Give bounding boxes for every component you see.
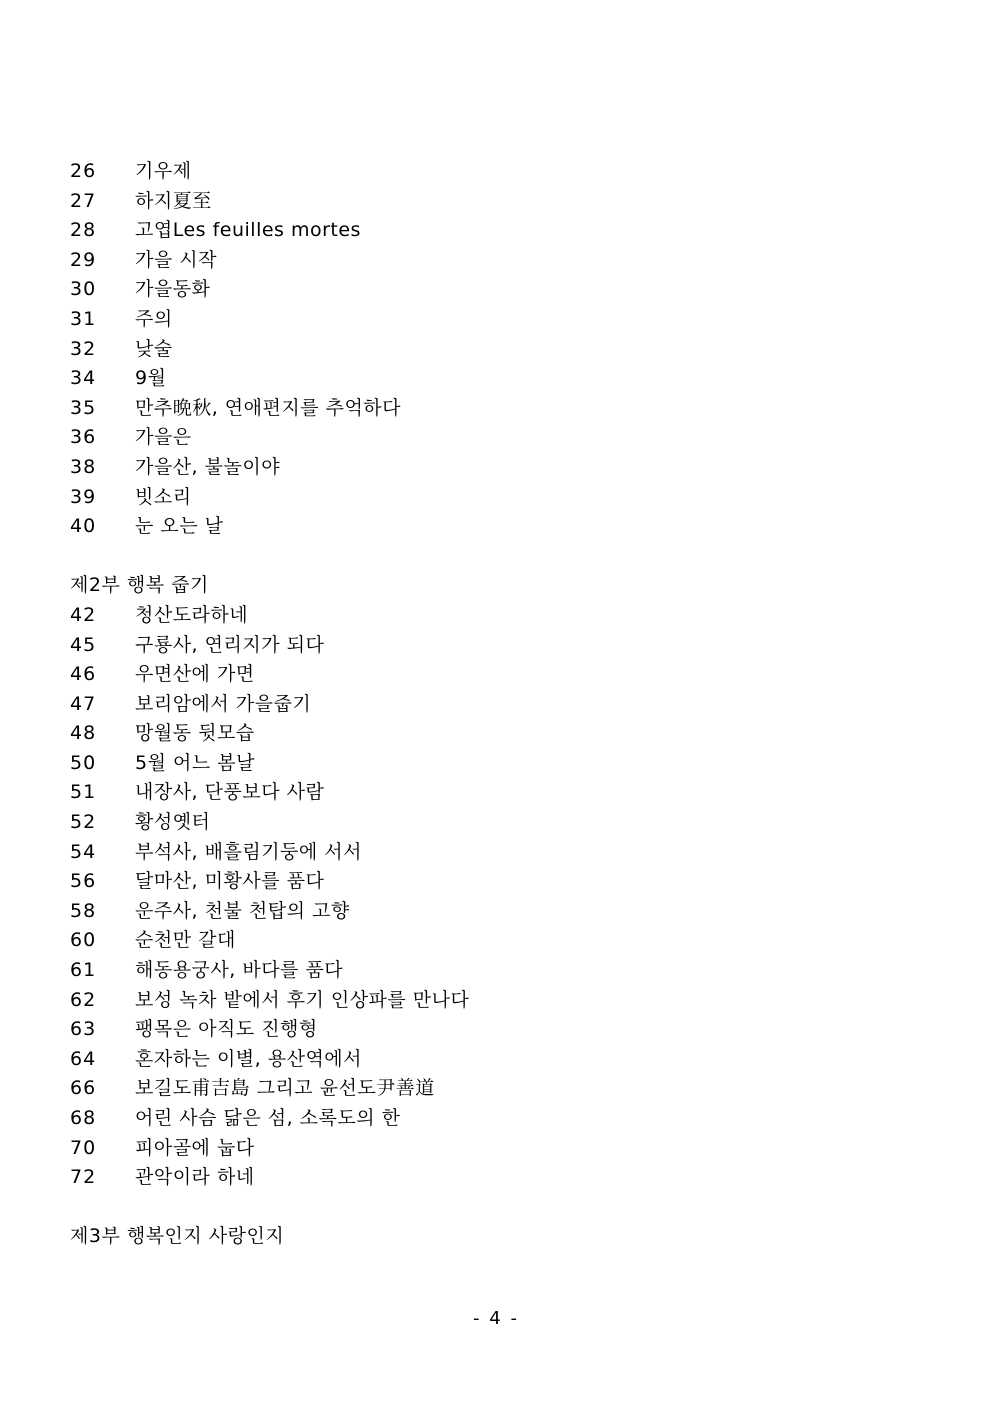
- toc-entry: [70, 394, 972, 424]
- toc-entry: [70, 808, 972, 838]
- toc-entry-title: 달마산, 미황사를 품다: [135, 870, 325, 893]
- toc-entry: [70, 1104, 972, 1134]
- toc-entry: [70, 157, 972, 187]
- toc-entry-page-number: 52: [70, 811, 97, 834]
- section-gap: [70, 542, 972, 572]
- toc-entry-title: 피아골에 눕다: [135, 1136, 255, 1159]
- toc-entry-page-number: 27: [70, 189, 97, 212]
- toc-entry-title: 어린 사슴 닮은 섬, 소록도의 한: [135, 1107, 401, 1129]
- section-gap: [70, 1193, 972, 1223]
- toc-entry-title: 우면산에 가면: [135, 663, 255, 686]
- toc-entry-title: 운주사, 천불 천탑의 고향: [135, 899, 350, 922]
- toc-entry: [70, 1163, 972, 1193]
- toc-entry-page-number: 31: [70, 307, 97, 330]
- section-header: 제2부 행복 줍기: [70, 574, 209, 597]
- toc-entry-page-number: 64: [70, 1047, 97, 1070]
- toc-entry-title: 내장사, 단풍보다 사람: [135, 781, 325, 804]
- toc-entry-title: 가을동화: [135, 278, 211, 301]
- toc-entry-title: 눈 오는 날: [135, 515, 224, 538]
- toc-entry: [70, 305, 972, 335]
- toc-entry: [70, 926, 972, 956]
- toc-entry-title: 청산도라하네: [135, 603, 249, 626]
- toc-entry-page-number: 72: [70, 1166, 97, 1189]
- toc-entry-title: 가을산, 불놀이야: [135, 455, 281, 478]
- toc-entry-page-number: 42: [70, 603, 97, 626]
- toc-entry: [70, 690, 972, 720]
- toc-entry: [70, 631, 972, 661]
- toc-entry-title: 5월 어느 봄날: [135, 751, 255, 774]
- toc-entry-title: 혼자하는 이별, 용산역에서: [135, 1047, 363, 1070]
- toc-entry: [70, 187, 972, 217]
- toc-entry: [70, 660, 972, 690]
- toc-entry-title: 하지夏至: [135, 189, 212, 212]
- page-number: - 4 -: [473, 1308, 519, 1329]
- toc-entry-title: 기우제: [135, 160, 192, 182]
- toc-entry: [70, 778, 972, 808]
- toc-entry: [70, 1045, 972, 1075]
- toc-entry-page-number: 56: [70, 870, 97, 893]
- toc-entry-page-number: 50: [70, 751, 97, 774]
- toc-entry: [70, 246, 972, 276]
- toc-entry: [70, 364, 972, 394]
- toc-entry-title: 가을은: [135, 426, 192, 449]
- toc-entry-page-number: 60: [70, 929, 97, 952]
- toc-entry-page-number: 38: [70, 455, 97, 478]
- toc-entry: [70, 986, 972, 1016]
- toc-entry-page-number: 30: [70, 278, 97, 301]
- toc-entry: [70, 719, 972, 749]
- toc-entry-page-number: 70: [70, 1136, 97, 1159]
- toc-entry-title: 만추晩秋, 연애편지를 추억하다: [135, 396, 402, 419]
- toc-entry: [70, 335, 972, 365]
- section-header: 제3부 행복인지 사랑인지: [70, 1225, 285, 1248]
- toc-entry-page-number: 58: [70, 899, 97, 922]
- toc-entry-page-number: 29: [70, 248, 97, 271]
- toc-entry-page-number: 68: [70, 1107, 97, 1129]
- toc-entry: [70, 512, 972, 542]
- toc-entry: [70, 867, 972, 897]
- toc-entry-page-number: 26: [70, 160, 97, 182]
- toc-entry: [70, 956, 972, 986]
- toc-list: [70, 157, 972, 1252]
- toc-entry-page-number: 66: [70, 1077, 97, 1100]
- toc-entry-page-number: 32: [70, 337, 97, 360]
- toc-entry: [70, 483, 972, 513]
- toc-entry-page-number: 45: [70, 633, 97, 656]
- toc-entry-page-number: 34: [70, 367, 97, 390]
- toc-entry: [70, 423, 972, 453]
- toc-entry-page-number: 35: [70, 396, 97, 419]
- toc-entry-title: 망월동 뒷모습: [135, 722, 255, 745]
- toc-entry-page-number: 63: [70, 1018, 97, 1041]
- toc-entry-page-number: 40: [70, 515, 97, 538]
- toc-entry: [70, 216, 972, 246]
- toc-entry-page-number: 36: [70, 426, 97, 449]
- toc-entry-title: 부석사, 배흘림기둥에 서서: [135, 840, 363, 863]
- toc-entry-page-number: 47: [70, 692, 97, 715]
- toc-entry-title: 주의: [135, 307, 173, 330]
- toc-entry-page-number: 48: [70, 722, 97, 745]
- toc-entry-page-number: 54: [70, 840, 97, 863]
- toc-entry-title: 9월: [135, 367, 167, 390]
- toc-entry-title: 빗소리: [135, 485, 192, 508]
- toc-entry-title: 팽목은 아직도 진행형: [135, 1018, 318, 1041]
- toc-entry-page-number: 28: [70, 219, 97, 242]
- toc-entry: [70, 601, 972, 631]
- toc-entry-title: 낮술: [135, 337, 173, 360]
- toc-entry-page-number: 51: [70, 781, 97, 804]
- toc-entry-title: 보성 녹차 밭에서 후기 인상파를 만나다: [135, 988, 470, 1011]
- toc-entry: [70, 897, 972, 927]
- toc-entry-page-number: 46: [70, 663, 97, 686]
- toc-entry-title: 고엽Les feuilles mortes: [135, 219, 361, 242]
- toc-entry: [70, 275, 972, 305]
- toc-entry-page-number: 62: [70, 988, 97, 1011]
- toc-entry: [70, 1074, 972, 1104]
- toc-entry-title: 순천만 갈대: [135, 929, 236, 952]
- toc-entry-title: 구룡사, 연리지가 되다: [135, 633, 325, 656]
- toc-entry-page-number: 39: [70, 485, 97, 508]
- toc-entry-title: 관악이라 하네: [135, 1166, 255, 1189]
- toc-entry-title: 보길도甫吉島 그리고 윤선도尹善道: [135, 1077, 435, 1100]
- toc-entry: [70, 453, 972, 483]
- toc-entry: [70, 749, 972, 779]
- toc-entry: [70, 1134, 972, 1164]
- toc-entry: [70, 1015, 972, 1045]
- toc-entry-title: 해동용궁사, 바다를 품다: [135, 959, 344, 982]
- toc-entry-title: 가을 시작: [135, 248, 217, 271]
- toc-entry-title: 보리암에서 가을줍기: [135, 692, 312, 715]
- toc-entry: [70, 838, 972, 868]
- toc-entry-page-number: 61: [70, 959, 97, 982]
- toc-entry-title: 황성옛터: [135, 811, 211, 834]
